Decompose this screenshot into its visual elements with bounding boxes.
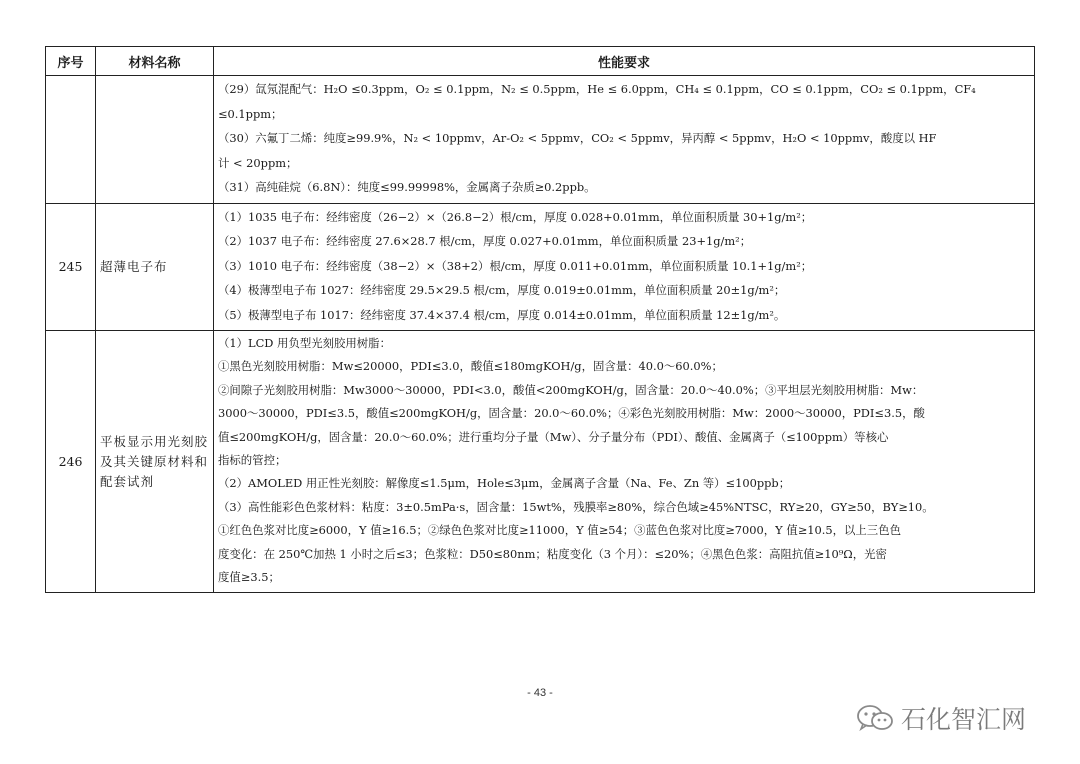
requirement-line: （30）六氟丁二烯：纯度≥99.9%，N₂ < 10ppmv，Ar-O₂ < 5ppmv，CO₂ < 5ppmv，异丙醇 < 5ppmv，H₂O < 10ppmv，酸度以 HF — [218, 131, 937, 145]
requirement-line: （29）氙氖混配气：H₂O ≤0.3ppm，O₂ ≤ 0.1ppm，N₂ ≤ 0.5ppm，He ≤ 6.0ppm，CH₄ ≤ 0.1ppm，CO ≤ 0.1ppm，CO₂ ≤ 0.1ppm，CF₄ — [218, 82, 976, 96]
requirement-line: 度变化：在 250℃加热 1 小时之后≤3；色浆粒：D50≤80nm；粘度变化（3 个月）：≤20%；④黑色色浆：高阻抗值≥10⁹Ω，光密 — [218, 546, 887, 561]
requirement-line: （4）极薄型电子布 1027：经纬密度 29.5×29.5 根/cm，厚度 0.019±0.01mm，单位面积质量 20±1g/m²； — [218, 283, 786, 297]
requirement-line: （2）1037 电子布：经纬密度 27.6×28.7 根/cm，厚度 0.027+0.01mm，单位面积质量 23+1g/m²； — [218, 234, 752, 248]
row-requirements — [214, 76, 1035, 204]
requirement-line: ②间隙子光刻胶用树脂：Mw3000～30000，PDI<3.0，酸值<200mgKOH/g，固含量：20.0～40.0%；③平坦层光刻胶用树脂：Mw： — [218, 382, 924, 397]
row-material-name — [96, 76, 214, 204]
header-requirements: 性能要求 — [214, 47, 1035, 76]
row-index — [46, 76, 96, 204]
table-row — [46, 76, 1035, 204]
table-row — [46, 203, 1035, 331]
row-material-name: 平板显示用光刻胶及其关键原材料和配套试剂 — [96, 331, 214, 593]
requirements-table — [45, 46, 1035, 593]
table-header-row — [46, 47, 1035, 76]
requirement-line: 指标的管控； — [218, 452, 287, 467]
requirement-line: 度值≥3.5； — [218, 569, 280, 584]
wechat-icon — [855, 703, 895, 733]
table-row — [46, 331, 1035, 593]
row-index: 246 — [46, 331, 96, 593]
watermark-text: 石化智汇网 — [901, 705, 1027, 734]
requirement-line: ≤0.1ppm； — [218, 106, 283, 121]
watermark — [855, 702, 1026, 734]
header-index: 序号 — [46, 47, 96, 76]
requirement-line: （1）1035 电子布：经纬密度（26−2）×（26.8−2）根/cm，厚度 0.028+0.01mm，单位面积质量 30+1g/m²； — [218, 209, 813, 224]
header-material-name: 材料名称 — [96, 47, 214, 76]
requirement-line: （31）高纯硅烷（6.8N）：纯度≤99.99998%，金属离子杂质≥0.2ppb。 — [218, 180, 596, 194]
row-requirements — [214, 203, 1035, 331]
requirement-line: 3000～30000，PDI≤3.5，酸值≤200mgKOH/g，固含量：20.0～60.0%；④彩色光刻胶用树脂：Mw：2000～30000，PDI≤3.5，酸 — [218, 406, 925, 421]
requirement-line: ①红色色浆对比度≥6000，Y 值≥16.5；②绿色色浆对比度≥11000，Y 值≥54；③蓝色色浆对比度≥7000，Y 值≥10.5，以上三色色 — [218, 523, 901, 538]
requirement-line: （3）1010 电子布：经纬密度（38−2）×（38+2）根/cm，厚度 0.011+0.01mm，单位面积质量 10.1+1g/m²； — [218, 258, 813, 273]
page-number: - 43 - — [527, 687, 553, 699]
row-material-name: 超薄电子布 — [96, 203, 214, 331]
requirement-line: ①黑色光刻胶用树脂：Mw≤20000，PDI≤3.0，酸值≤180mgKOH/g，固含量：40.0～60.0%； — [218, 359, 723, 374]
requirement-line: 值≤200mgKOH/g，固含量：20.0～60.0%；进行重均分子量（Mw）、分子量分布（PDI）、酸值、金属离子（≤100ppm）等核心 — [218, 429, 889, 444]
row-index: 245 — [46, 203, 96, 331]
requirement-line: 计 < 20ppm； — [218, 155, 298, 170]
requirement-line: （2）AMOLED 用正性光刻胶：解像度≤1.5μm，Hole≤3μm，金属离子含量（Na、Fe、Zn 等）≤100ppb； — [218, 476, 791, 491]
requirement-line: （3）高性能彩色色浆材料：粘度：3±0.5mPa·s，固含量：15wt%，残膜率≥80%，综合色域≥45%NTSC，RY≥20，GY≥50，BY≥10。 — [218, 499, 934, 514]
requirement-line: （5）极薄型电子布 1017：经纬密度 37.4×37.4 根/cm，厚度 0.014±0.01mm，单位面积质量 12±1g/m²。 — [218, 307, 786, 322]
row-requirements — [214, 331, 1035, 593]
requirement-line: （1）LCD 用负型光刻胶用树脂： — [218, 336, 391, 350]
